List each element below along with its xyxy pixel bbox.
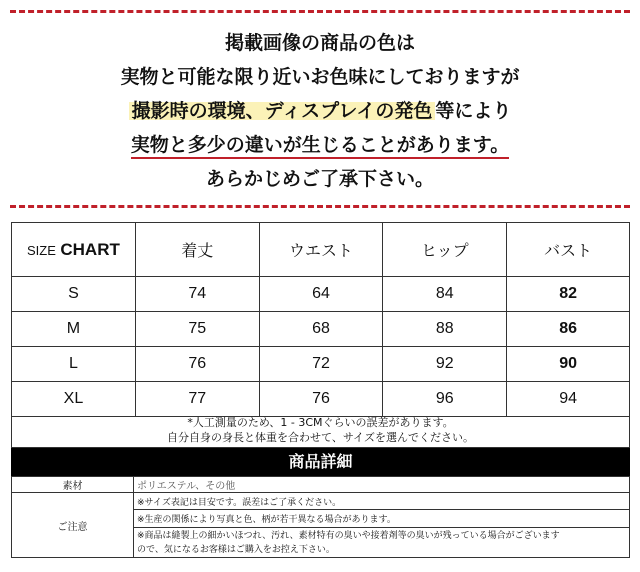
table-row [12, 277, 630, 312]
caution-text-3a: ※商品は縫製上の細かいほつれ、汚れ、素材特有の臭いや接着剤等の臭いが残っている場合がございます [137, 530, 560, 541]
size-chart-header-row [12, 223, 630, 277]
waist-value: 76 [259, 382, 383, 417]
size-label: L [12, 347, 136, 382]
bottom-dashed-divider [10, 205, 630, 208]
length-value: 75 [135, 312, 259, 347]
notice-highlight: 撮影時の環境、ディスプレイの発色 [129, 100, 436, 122]
bust-value: 82 [507, 277, 630, 312]
notice-line-1: 掲載画像の商品の色は [224, 32, 415, 54]
hip-value: 96 [383, 382, 507, 417]
size-chart-title [12, 223, 136, 277]
product-details-title: 商品詳細 [11, 448, 630, 476]
caution-label: ご注意 [12, 493, 134, 558]
material-row [12, 477, 630, 493]
color-notice [0, 26, 640, 196]
material-label: 素材 [12, 477, 134, 493]
notice-line-3-rest: 等により [435, 100, 512, 122]
measurement-note [11, 412, 630, 448]
caution-text-3 [134, 528, 630, 558]
measurement-note-line-2: 自分自身の身長と体重を合わせて、サイズを選んでください。 [167, 431, 474, 444]
bust-value: 86 [507, 312, 630, 347]
material-value: ポリエステル、その他 [134, 477, 630, 493]
table-row [12, 347, 630, 382]
notice-line-4 [0, 128, 640, 162]
notice-line-2: 実物と可能な限り近いお色味にしておりますが [120, 66, 520, 88]
caution-text-3b: ので、気になるお客様はご購入をお控え下さい。 [137, 544, 335, 555]
notice-underlined-text: 実物と多少の違いが生じることがあります。 [131, 134, 509, 159]
size-label: M [12, 312, 136, 347]
product-details-table [11, 476, 630, 558]
notice-line-5: あらかじめご了承下さい。 [205, 168, 434, 190]
length-value: 74 [135, 277, 259, 312]
column-header-hip: ヒップ [383, 223, 507, 277]
length-value: 76 [135, 347, 259, 382]
waist-value: 68 [259, 312, 383, 347]
top-dashed-divider [10, 10, 630, 13]
size-chart-title-chart: CHART [60, 239, 120, 259]
caution-text-2: ※生産の関係により写真と色、柄が若干異なる場合があります。 [134, 510, 630, 528]
hip-value: 92 [383, 347, 507, 382]
hip-value: 88 [383, 312, 507, 347]
size-label: S [12, 277, 136, 312]
measurement-note-line-1: *人工測量のため、1 - 3CMぐらいの誤差があります。 [187, 416, 454, 429]
waist-value: 72 [259, 347, 383, 382]
notice-line-3 [0, 94, 640, 128]
column-header-bust: バスト [507, 223, 630, 277]
size-chart-title-size: SIZE [27, 242, 56, 258]
column-header-waist: ウエスト [259, 223, 383, 277]
table-row [12, 312, 630, 347]
caution-text-1: ※サイズ表記は目安です。誤差はご了承ください。 [134, 493, 630, 510]
waist-value: 64 [259, 277, 383, 312]
hip-value: 84 [383, 277, 507, 312]
length-value: 77 [135, 382, 259, 417]
bust-value: 90 [507, 347, 630, 382]
bust-value: 94 [507, 382, 630, 417]
column-header-length: 着丈 [135, 223, 259, 277]
caution-row [12, 493, 630, 510]
size-chart-table [11, 222, 630, 417]
size-label: XL [12, 382, 136, 417]
